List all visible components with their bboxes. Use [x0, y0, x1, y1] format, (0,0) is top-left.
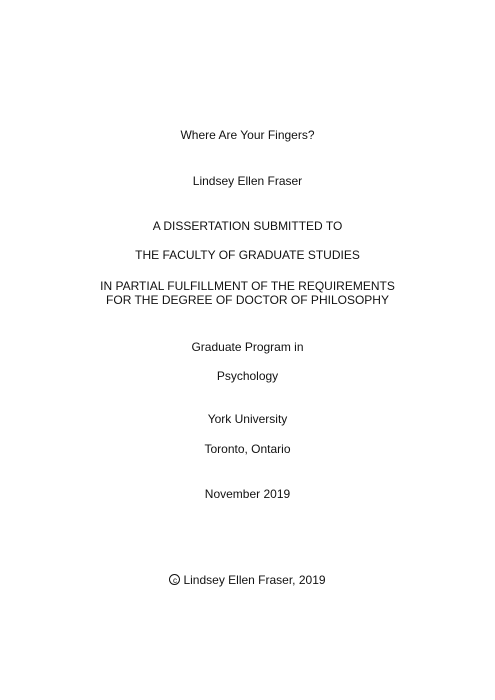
submission-date: November 2019 — [204, 487, 291, 501]
university-name: York University — [207, 412, 288, 426]
submission-line-2: THE FACULTY OF GRADUATE STUDIES — [135, 248, 360, 262]
program-name: Psychology — [216, 369, 279, 383]
requirements-line-1: IN PARTIAL FULFILLMENT OF THE REQUIREMENTS — [100, 279, 395, 293]
location: Toronto, Ontario — [204, 442, 291, 456]
submission-line-1: A DISSERTATION SUBMITTED TO — [152, 219, 343, 233]
author-name: Lindsey Ellen Fraser — [192, 174, 303, 188]
requirements-line-2: FOR THE DEGREE OF DOCTOR OF PHILOSOPHY — [106, 293, 389, 307]
program-label: Graduate Program in — [191, 340, 304, 354]
copyright-icon: c — [169, 574, 180, 585]
copyright-line — [0, 572, 495, 587]
dissertation-title: Where Are Your Fingers? — [180, 128, 315, 142]
copyright-text: Lindsey Ellen Fraser, 2019 — [183, 572, 326, 587]
copyright-group — [169, 573, 325, 587]
